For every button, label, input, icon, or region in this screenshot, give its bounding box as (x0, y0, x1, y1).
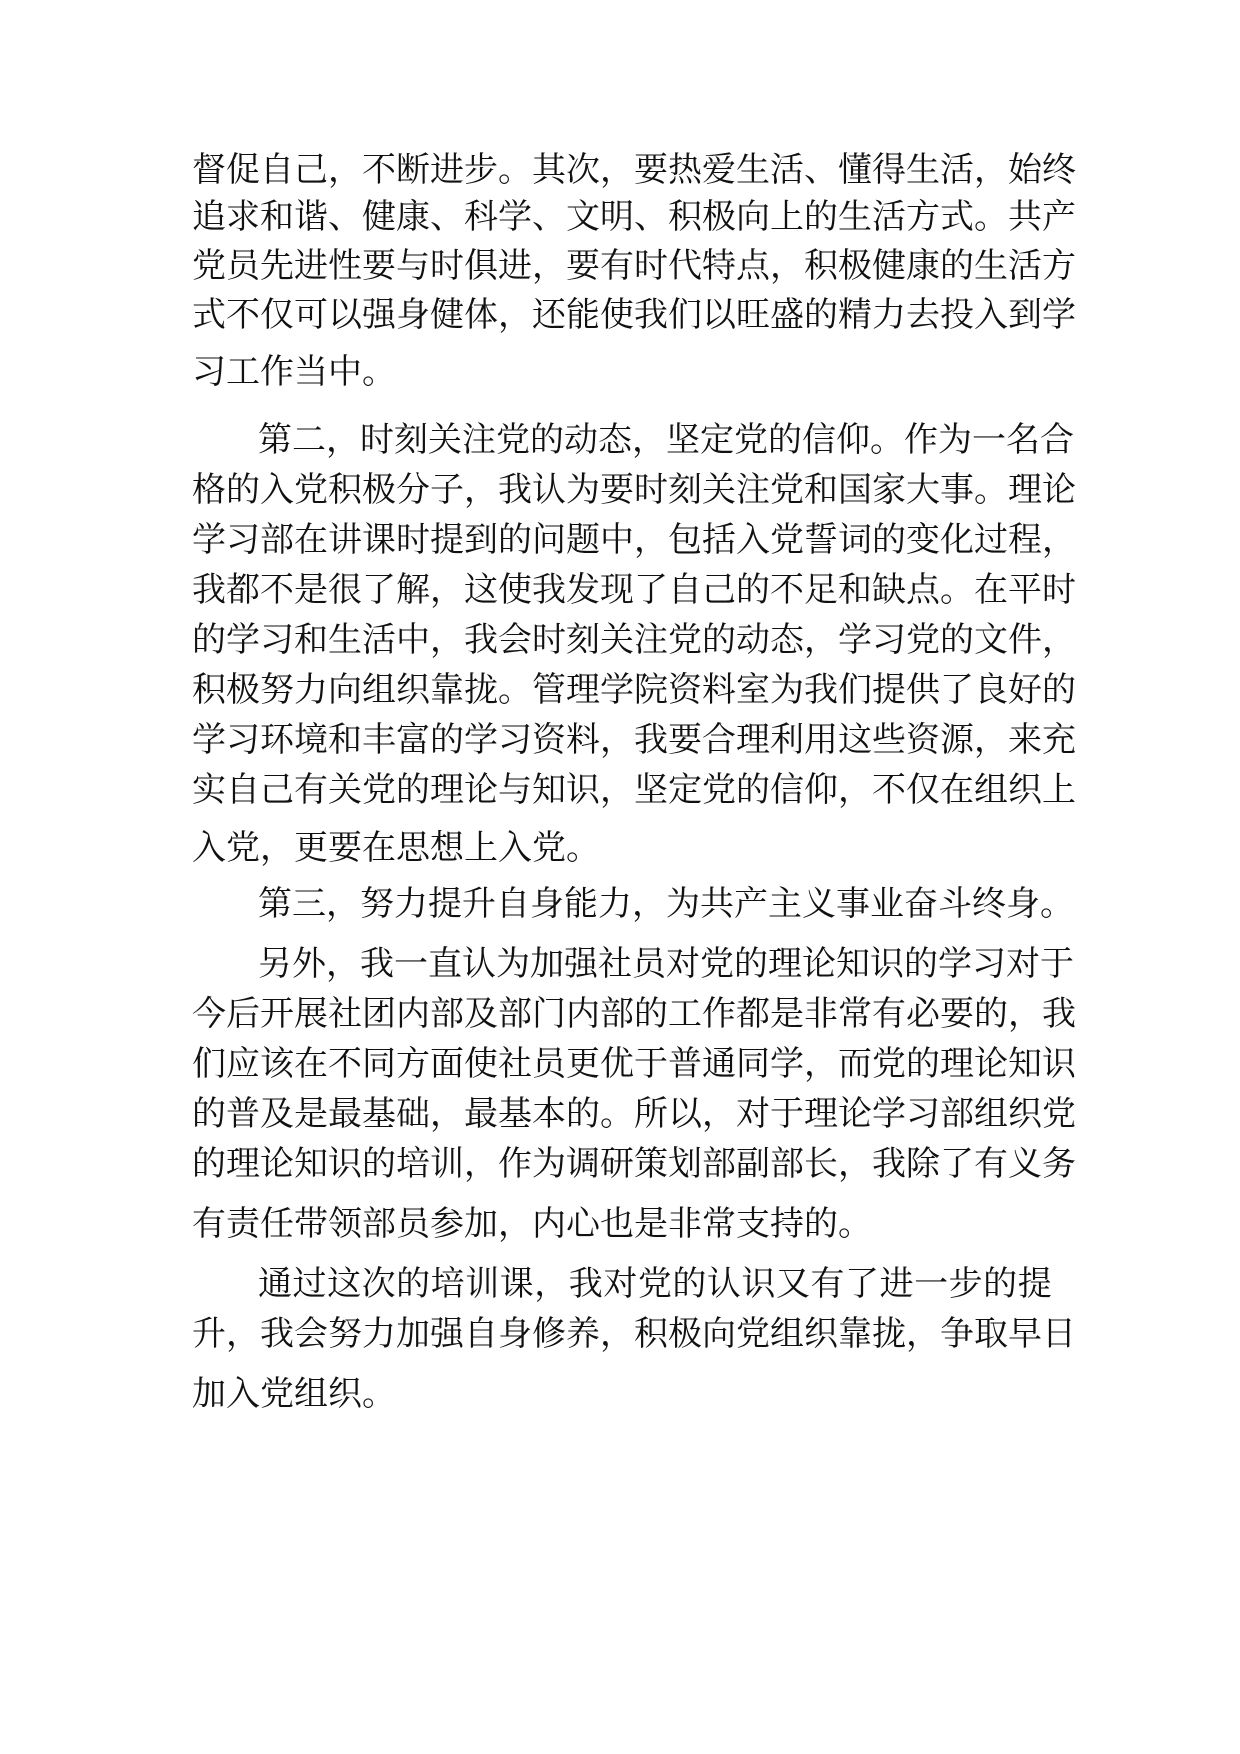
paragraph-line: 升 ， 我 会 努 力 加 强 自 身 修 养 ， 积 极 向 党 组 织 靠 拢 ， 争 取 早 日 (192, 1314, 1076, 1354)
paragraph-line: 入党，更要在思想上入党。 (192, 828, 600, 868)
paragraph-line: 加入党组织。 (192, 1374, 396, 1414)
paragraph-line: 的 普 及 是 最 基 础 ， 最 基 本 的 。 所 以 ， 对 于 理 论 学 习 部 组 织 党 (192, 1094, 1076, 1134)
paragraph-line: 追 求 和 谐 、 健 康 、 科 学 、 文 明 、 积 极 向 上 的 生 活 方 式 。 共 产 (192, 197, 1076, 237)
paragraph-line: 格 的 入 党 积 极 分 子 ， 我 认 为 要 时 刻 关 注 党 和 国 家 大 事 。 理 论 (192, 470, 1076, 510)
paragraph-first-line: 另 外 ， 我 一 直 认 为 加 强 社 员 对 党 的 理 论 知 识 的 学 习 对 于 (258, 944, 1074, 984)
paragraph-line: 们 应 该 在 不 同 方 面 使 社 员 更 优 于 普 通 同 学 ， 而 党 的 理 论 知 识 (192, 1044, 1076, 1084)
paragraph-first-line: 第 三 ， 努 力 提 升 自 身 能 力 ， 为 共 产 主 义 事 业 奋 斗 终 身 。 (258, 884, 1074, 924)
paragraph-line: 党 员 先 进 性 要 与 时 俱 进 ， 要 有 时 代 特 点 ， 积 极 健 康 的 生 活 方 (192, 246, 1076, 286)
paragraph-line: 有责任带领部员参加，内心也是非常支持的。 (192, 1204, 872, 1244)
paragraph-line: 今 后 开 展 社 团 内 部 及 部 门 内 部 的 工 作 都 是 非 常 有 必 要 的 ， 我 (192, 994, 1076, 1034)
paragraph-line: 式 不 仅 可 以 强 身 健 体 ， 还 能 使 我 们 以 旺 盛 的 精 力 去 投 入 到 学 (192, 295, 1076, 335)
paragraph-line: 我 都 不 是 很 了 解 ， 这 使 我 发 现 了 自 己 的 不 足 和 缺 点 。 在 平 时 (192, 570, 1076, 610)
paragraph-line: 习工作当中。 (192, 352, 396, 392)
paragraph-first-line: 通 过 这 次 的 培 训 课 ， 我 对 党 的 认 识 又 有 了 进 一 步 的 提 (258, 1264, 1052, 1304)
paragraph-first-line: 第 二 ， 时 刻 关 注 党 的 动 态 ， 坚 定 党 的 信 仰 。 作 为 一 名 合 (258, 420, 1074, 460)
paragraph-line: 积 极 努 力 向 组 织 靠 拢 。 管 理 学 院 资 料 室 为 我 们 提 供 了 良 好 的 (192, 670, 1076, 710)
paragraph-line: 督 促 自 己 ， 不 断 进 步 。 其 次 ， 要 热 爱 生 活 、 懂 得 生 活 ， 始 终 (192, 150, 1076, 190)
paragraph-line: 学 习 部 在 讲 课 时 提 到 的 问 题 中 ， 包 括 入 党 誓 词 的 变 化 过 程 ， (192, 520, 1076, 560)
paragraph-line: 实 自 己 有 关 党 的 理 论 与 知 识 ， 坚 定 党 的 信 仰 ， 不 仅 在 组 织 上 (192, 770, 1076, 810)
paragraph-line: 的 学 习 和 生 活 中 ， 我 会 时 刻 关 注 党 的 动 态 ， 学 习 党 的 文 件 ， (192, 620, 1076, 660)
paragraph-line: 的 理 论 知 识 的 培 训 ， 作 为 调 研 策 划 部 副 部 长 ， 我 除 了 有 义 务 (192, 1144, 1076, 1184)
paragraph-line: 学 习 环 境 和 丰 富 的 学 习 资 料 ， 我 要 合 理 利 用 这 些 资 源 ， 来 充 (192, 720, 1076, 760)
